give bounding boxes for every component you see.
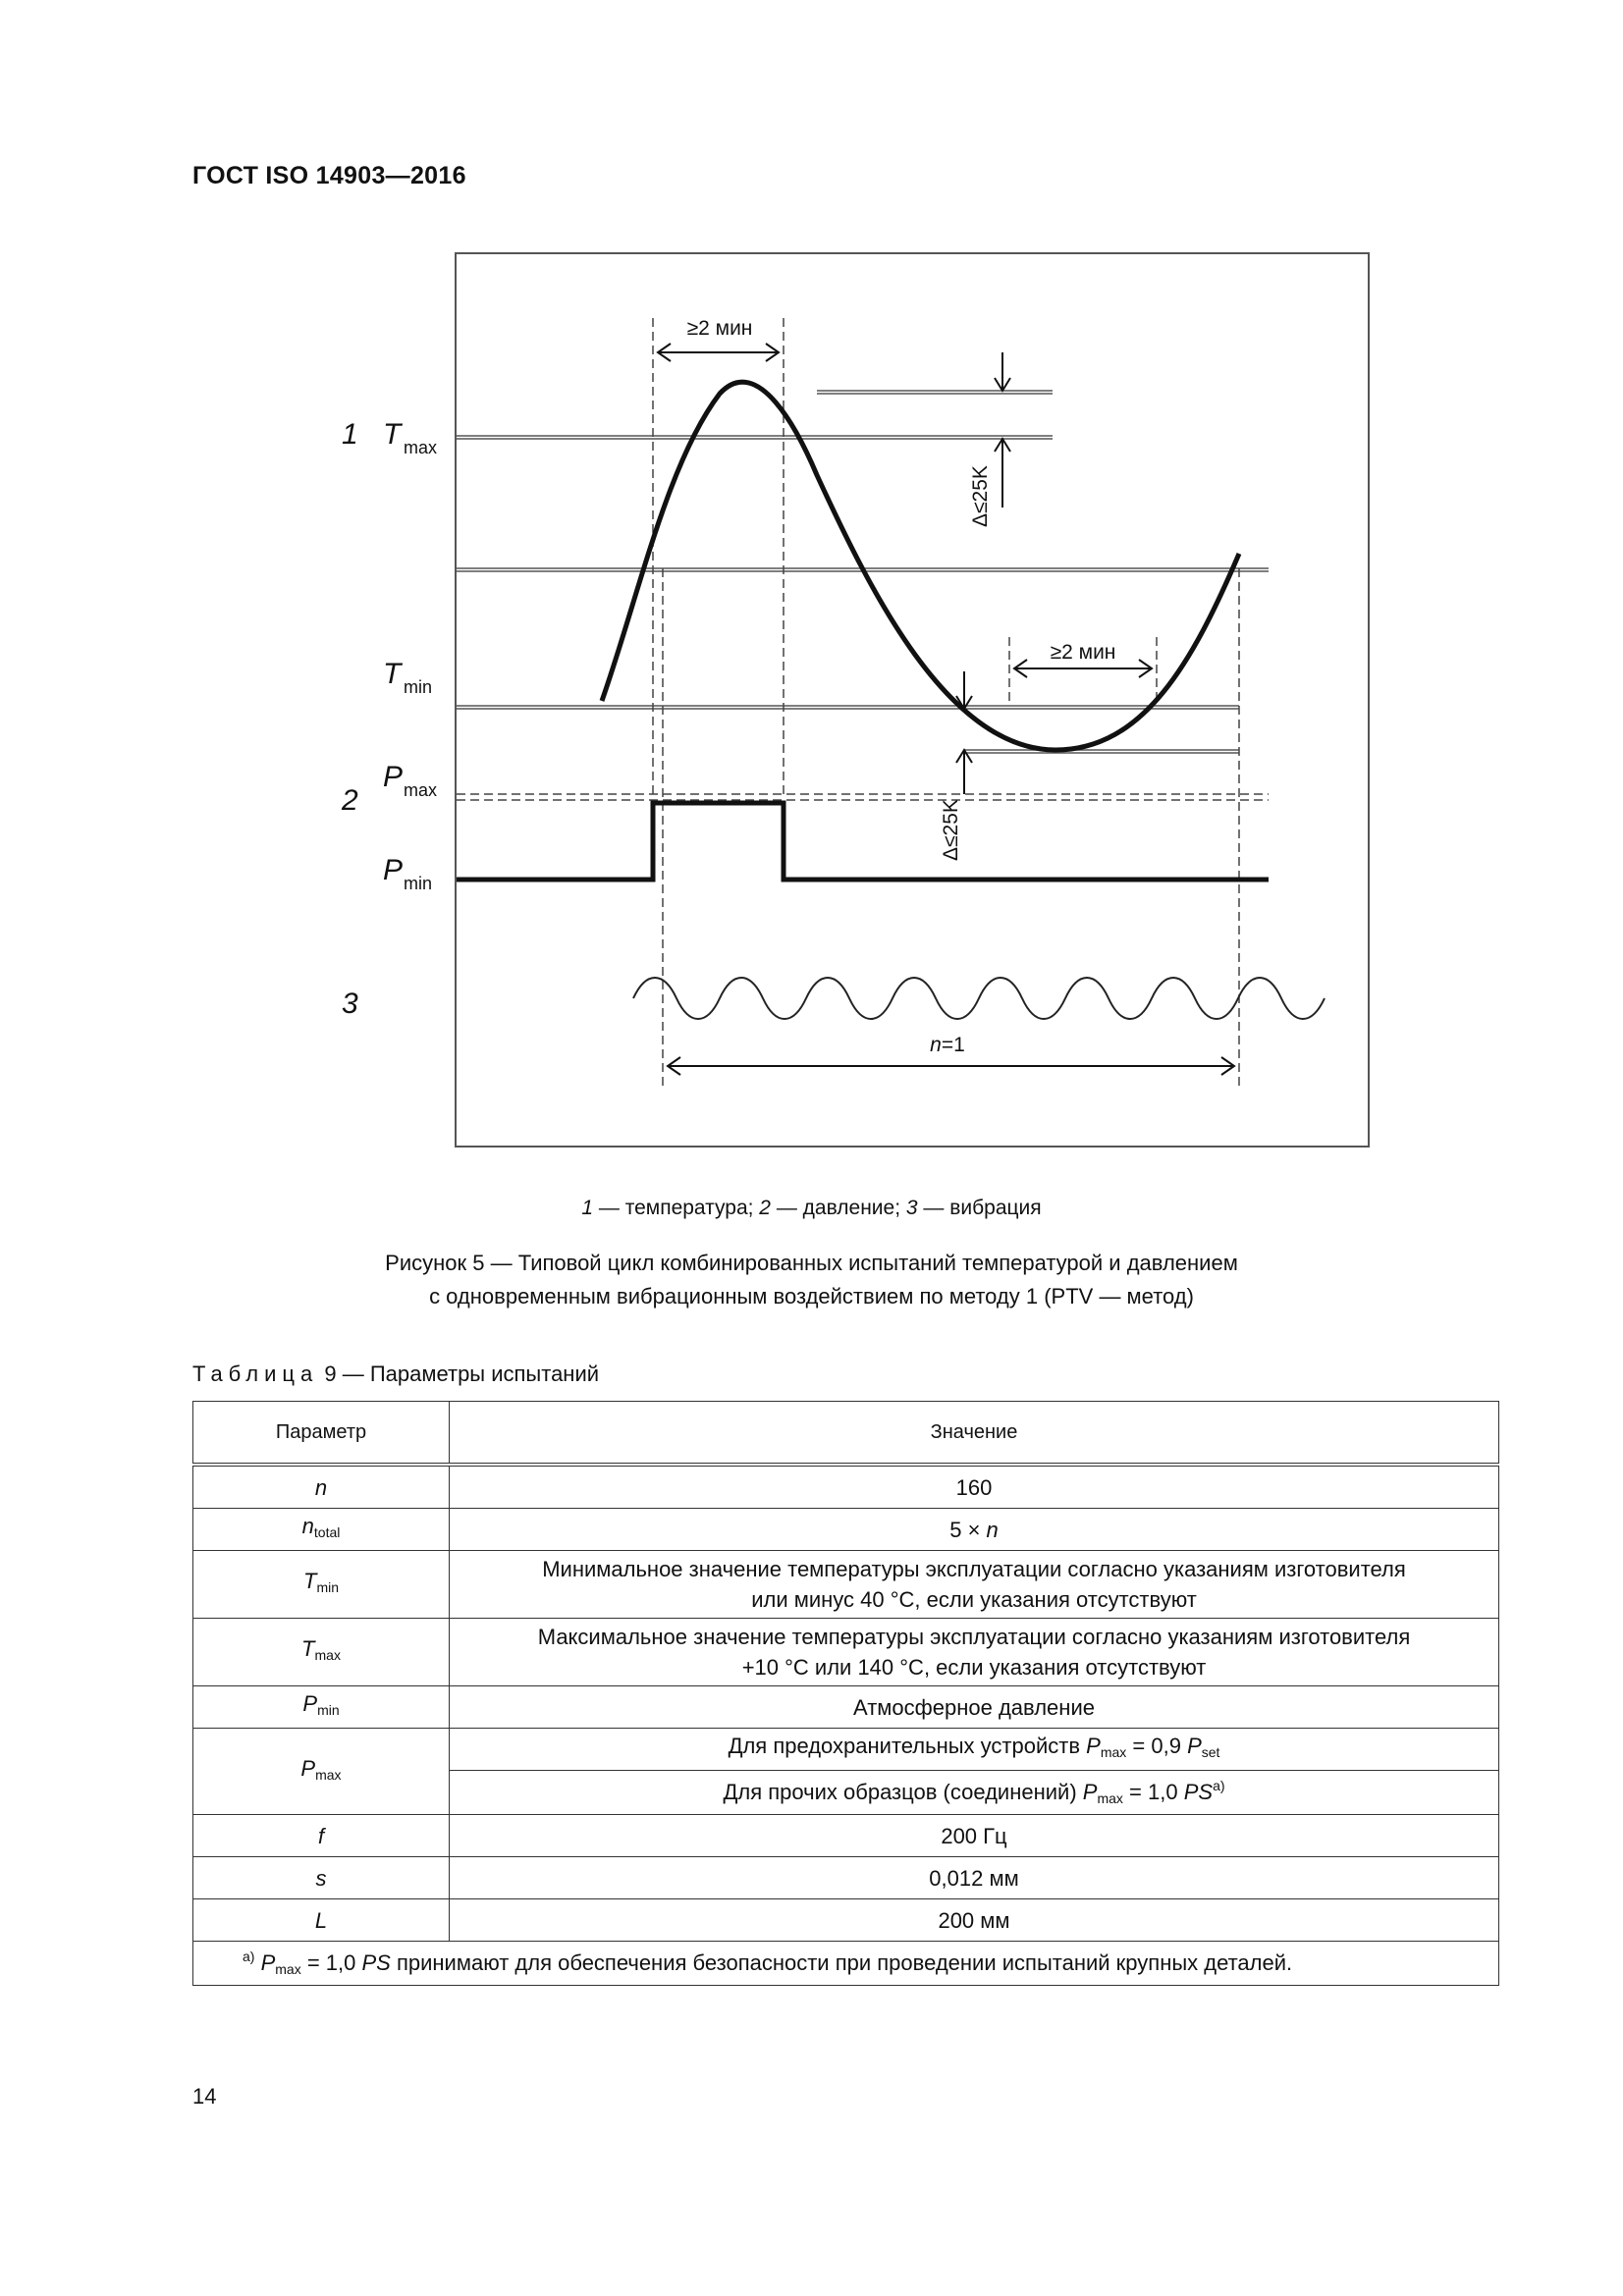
- figure-caption: [0, 1247, 1623, 1313]
- tmin-label-sub: min: [404, 677, 433, 697]
- figure-caption-line2: с одновременным вибрационным воздействием по методу 1 (PTV — метод): [429, 1284, 1194, 1308]
- table-row: [193, 1465, 1499, 1509]
- value-f: 200 Гц: [450, 1815, 1499, 1857]
- param-tmax: $T_{max}$: [193, 1619, 450, 1686]
- delta-bottom-label: Δ≤25K: [940, 799, 962, 861]
- value-pmin: Атмосферное давление: [450, 1686, 1499, 1729]
- table-row: [193, 1686, 1499, 1729]
- value-pmax-other: Для прочих образцов (соединений) $P_{max} = 1,0$ $PS^{а)}$: [450, 1771, 1499, 1815]
- param-l: L: [193, 1899, 450, 1942]
- param-n: n: [193, 1465, 450, 1509]
- tmax-label-sub: max: [404, 438, 438, 457]
- temperature-curve: [602, 382, 1239, 750]
- param-pmax: $P_{max}$: [193, 1729, 450, 1815]
- param-ntotal: $n_{total}$: [193, 1509, 450, 1551]
- cycle-label: n=1: [930, 1034, 965, 1056]
- table-row: [193, 1509, 1499, 1551]
- param-tmin: $T_{min}$: [193, 1551, 450, 1619]
- param-s: s: [193, 1857, 450, 1899]
- test-cycle-figure: [342, 252, 1370, 1148]
- table-row: [193, 1857, 1499, 1899]
- table-row: [193, 1619, 1499, 1686]
- table-header-row: [193, 1402, 1499, 1466]
- dwell-top-label: ≥2 мин: [686, 317, 753, 340]
- value-s: 0,012 мм: [450, 1857, 1499, 1899]
- dwell-bottom-label: ≥2 мин: [1050, 641, 1116, 664]
- pmin-label: P: [383, 854, 404, 886]
- parameters-table: [192, 1401, 1499, 1986]
- document-header: ГОСТ ISO 14903—2016: [192, 162, 466, 189]
- tmax-label: T: [383, 418, 402, 451]
- vibration-wave: [633, 978, 1325, 1019]
- table-row: [193, 1551, 1499, 1619]
- pmax-label-sub: max: [404, 780, 438, 800]
- param-f: f: [193, 1815, 450, 1857]
- row-label-temperature: 1: [342, 418, 358, 451]
- pmin-label-sub: min: [404, 874, 433, 893]
- figure-legend: 1 — температура; 2 — давление; 3 — вибрация: [581, 1197, 1042, 1219]
- value-tmax: Максимальное значение температуры эксплуатации согласно указаниям изготовителя +10 °С или 140 °С, если указания отсутствуют: [450, 1619, 1499, 1686]
- tmin-label: T: [383, 658, 402, 690]
- pressure-curve: [457, 803, 1269, 880]
- value-n: 160: [450, 1465, 1499, 1509]
- delta-top-label: Δ≤25K: [969, 465, 992, 527]
- table-row: [193, 1815, 1499, 1857]
- row-label-vibration: 3: [342, 988, 358, 1020]
- figure-caption-line1: Рисунок 5 — Типовой цикл комбинированных испытаний температурой и давлением: [385, 1251, 1238, 1275]
- param-pmin: $P_{min}$: [193, 1686, 450, 1729]
- table-footnote: $^{а)}$ $P_{max} = 1,0$ PS принимают для обеспечения безопасности при проведении испытаний крупных деталей.: [193, 1942, 1499, 1986]
- page-number: 14: [192, 2084, 217, 2109]
- row-label-pressure: 2: [342, 784, 358, 817]
- value-l: 200 мм: [450, 1899, 1499, 1942]
- table-title: Таблица 9 — Параметры испытаний: [192, 1362, 600, 1386]
- table-row: [193, 1899, 1499, 1942]
- col-header-value: Значение: [450, 1402, 1499, 1466]
- table-row: [193, 1729, 1499, 1771]
- col-header-param: Параметр: [193, 1402, 450, 1466]
- value-ntotal: 5 × n: [450, 1509, 1499, 1551]
- value-pmax-safety: Для предохранительных устройств $P_{max} = 0,9$ $P_{set}$: [450, 1729, 1499, 1771]
- pmax-label: P: [383, 761, 404, 793]
- table-footnote-row: [193, 1942, 1499, 1986]
- test-cycle-diagram: [342, 254, 1372, 1149]
- value-tmin: Минимальное значение температуры эксплуатации согласно указаниям изготовителя или минус 40 °С, если указания отсутствуют: [450, 1551, 1499, 1619]
